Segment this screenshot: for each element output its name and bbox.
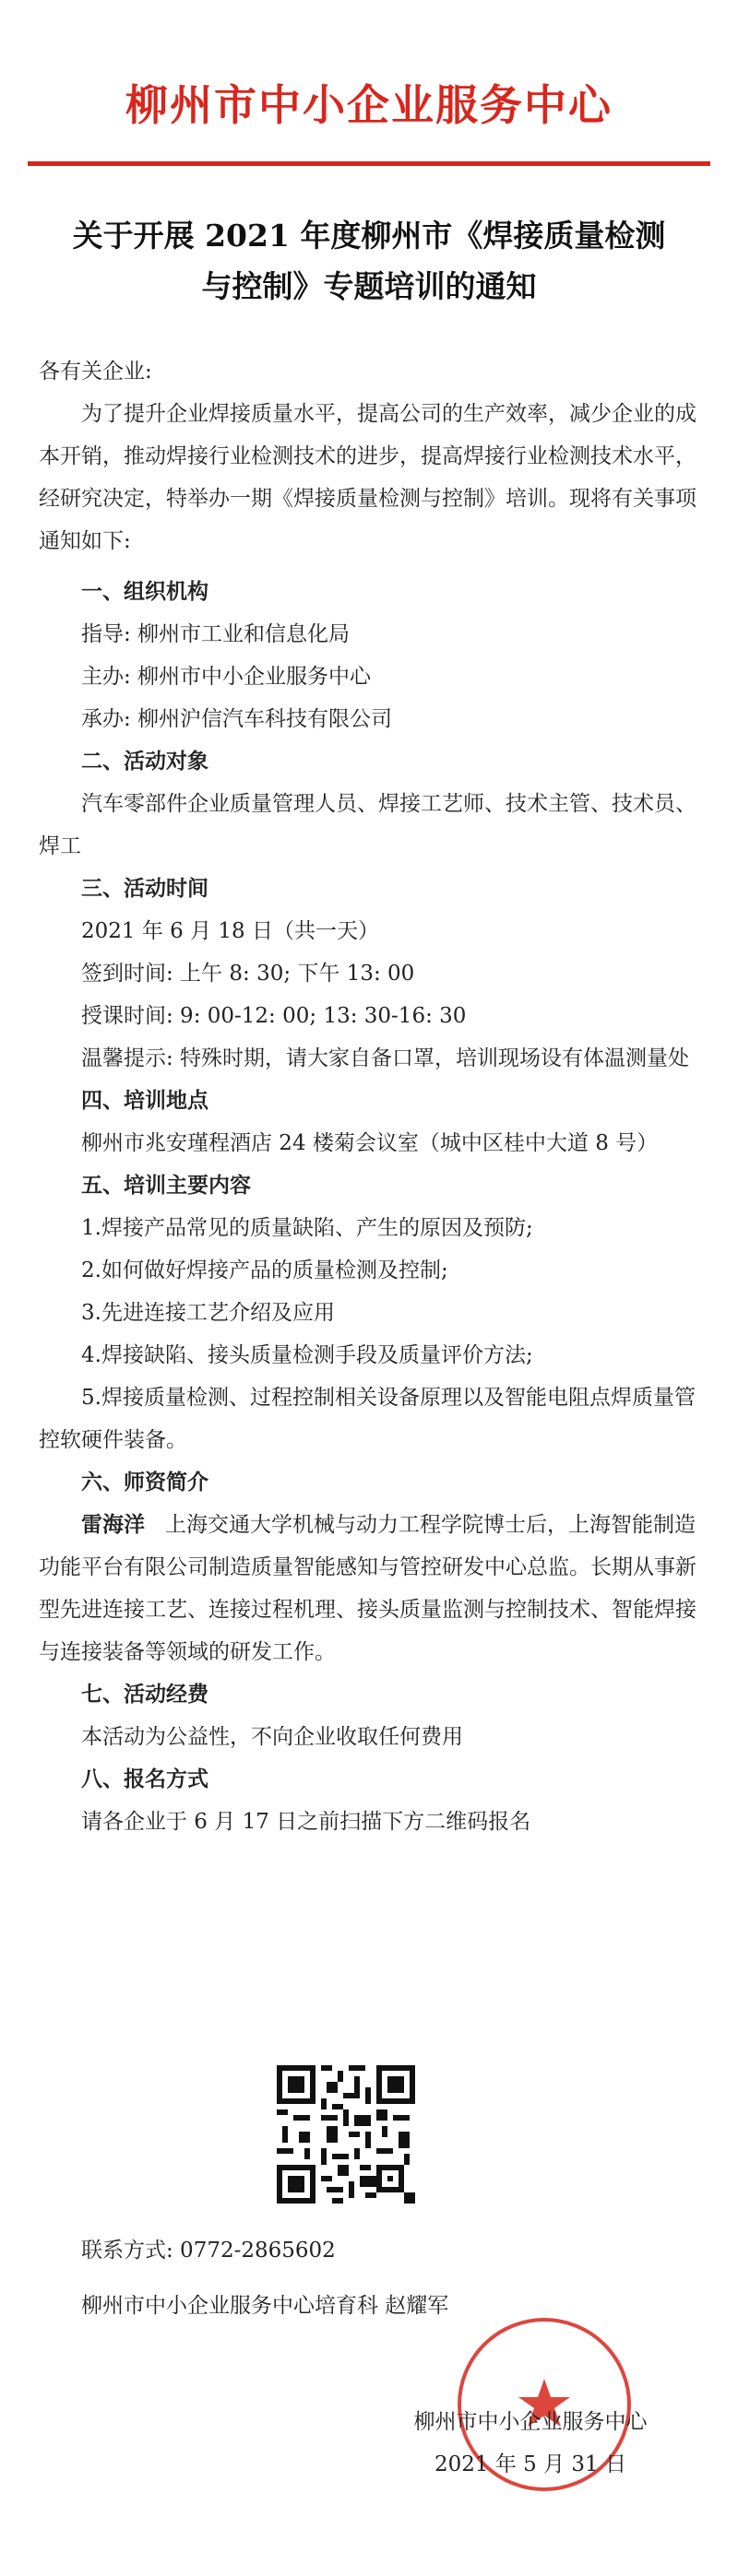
contact-phone: 联系方式: 0772-2865602 xyxy=(81,2239,336,2263)
notice-title xyxy=(28,210,710,312)
section-heading-fee: 七、活动经费 xyxy=(81,1683,208,1707)
signup-qr-code[interactable] xyxy=(277,2065,415,2204)
notice-title-line1: 关于开展 2021 年度柳州市《焊接质量检测 xyxy=(72,218,666,254)
content-item: 1.焊接产品常见的质量缺陷、产生的原因及预防; xyxy=(81,1216,533,1240)
signature-date: 2021 年 5 月 31 日 xyxy=(434,2452,626,2476)
content-item: 3.先进连接工艺介绍及应用 xyxy=(81,1301,335,1325)
org-host: 主办: 柳州市中小企业服务中心 xyxy=(81,665,372,689)
content-item: 4.焊接缺陷、接头质量检测手段及质量评价方法; xyxy=(81,1343,533,1367)
location-text: 柳州市兆安瑾程酒店 24 楼菊会议室（城中区桂中大道 8 号） xyxy=(81,1131,659,1155)
content-item: 2.如何做好焊接产品的质量检测及控制; xyxy=(81,1258,448,1282)
warm-reminder: 温馨提示: 特殊时期，请大家自备口罩，培训现场设有体温测量处 xyxy=(81,1046,690,1070)
content-item: 5.焊接质量检测、过程控制相关设备原理以及智能电阻点焊质量管控软硬件装备。 xyxy=(39,1386,696,1452)
org-undertaker: 承办: 柳州沪信汽车科技有限公司 xyxy=(81,707,393,731)
section-heading-org: 一、组织机构 xyxy=(81,580,208,604)
section-heading-lecturer: 六、师资简介 xyxy=(81,1471,208,1495)
header-red-rule xyxy=(28,161,710,166)
signature-org: 柳州市中小企业服务中心 xyxy=(413,2410,648,2434)
section-heading-time: 三、活动时间 xyxy=(81,877,208,901)
audience-text: 汽车零部件企业质量管理人员、焊接工艺师、技术主管、技术员、焊工 xyxy=(39,792,696,858)
lecturer-bio: 上海交通大学机械与动力工程学院博士后，上海智能制造功能平台有限公司制造质量智能感知与管控研发中心总监。长期从事新型先进连接工艺、连接过程机理、接头质量监测与控制技术、智能焊接与连接装备等领域的研发工作。 xyxy=(39,1513,696,1664)
event-date: 2021 年 6 月 18 日（共一天） xyxy=(81,919,379,943)
salutation: 各有关企业: xyxy=(39,360,152,384)
fee-text: 本活动为公益性，不向企业收取任何费用 xyxy=(81,1725,463,1749)
section-heading-location: 四、培训地点 xyxy=(81,1089,208,1113)
section-heading-content: 五、培训主要内容 xyxy=(81,1174,251,1198)
notice-title-line2: 与控制》专题培训的通知 xyxy=(201,268,537,304)
checkin-time: 签到时间: 上午 8: 30; 下午 13: 00 xyxy=(81,962,415,986)
header-org-title: 柳州市中小企业服务中心 xyxy=(125,80,613,130)
notice-body xyxy=(39,350,703,1843)
class-time: 授课时间: 9: 00-12: 00; 13: 30-16: 30 xyxy=(81,1004,467,1028)
section-heading-audience: 二、活动对象 xyxy=(81,750,208,774)
signup-text: 请各企业于 6 月 17 日之前扫描下方二维码报名 xyxy=(81,1810,531,1834)
intro-paragraph: 为了提升企业焊接质量水平，提高公司的生产效率，减少企业的成本开销，推动焊接行业检测技术的进步，提高焊接行业检测技术水平，经研究决定，特举办一期《焊接质量检测与控制》培训。现将有关事项通知如下: xyxy=(39,402,696,553)
org-guide: 指导: 柳州市工业和信息化局 xyxy=(81,622,351,646)
lecturer-paragraph xyxy=(39,1504,703,1673)
signature-block xyxy=(378,2401,683,2486)
lecturer-name: 雷海洋 xyxy=(81,1512,145,1537)
contact-person: 柳州市中小企业服务中心培育科 赵耀军 xyxy=(81,2294,449,2318)
section-heading-signup: 八、报名方式 xyxy=(81,1767,208,1791)
